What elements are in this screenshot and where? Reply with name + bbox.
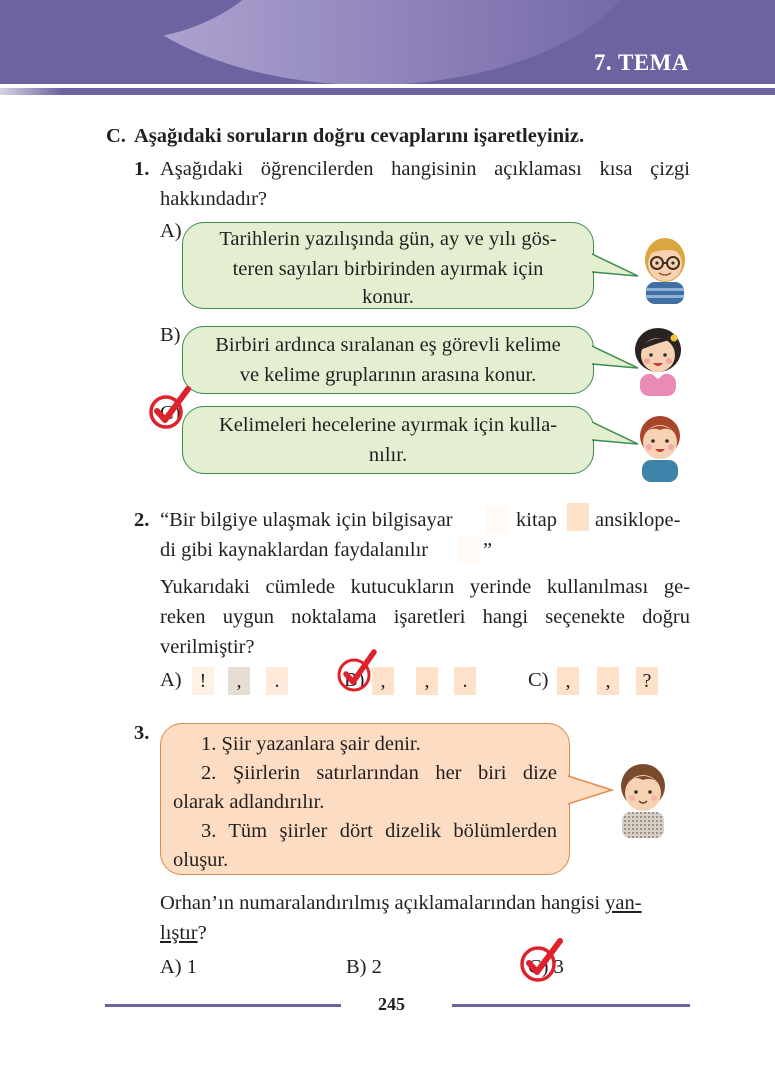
girl-avatar: [630, 324, 686, 396]
q3-option-c[interactable]: C) 3: [528, 956, 564, 978]
q3-question-text: Orhan’ın numaralandırılmış açıklamalarından hangisi: [160, 892, 606, 914]
q2-option-c-label[interactable]: C): [528, 669, 549, 691]
q3-statement-3-line1: 3. Tüm şiirler dört dizelik bölümlerden: [201, 820, 557, 842]
q1-option-c-line1: Kelimeleri hecelerine ayırmak için kulla-: [218, 414, 558, 436]
q2-option-b-mark-2: ,: [416, 667, 438, 695]
answer-check-mark-icon: [146, 386, 194, 432]
q1-option-c-label[interactable]: C): [160, 402, 181, 424]
q2-quote-part2: kitap: [516, 509, 557, 531]
q2-option-b-label[interactable]: B): [344, 669, 365, 691]
q2-blank-box-2: [567, 503, 589, 531]
theme-title: 7. TEMA: [593, 50, 689, 75]
question-1-text-line1: Aşağıdaki öğrencilerden hangisinin açıklaması kısa çizgi: [160, 158, 690, 180]
boy-checkered-shirt-avatar: [616, 760, 670, 838]
q3-statements-speech-bubble: [160, 723, 570, 875]
q3-question-line1: [160, 888, 690, 918]
q2-question-line3: verilmiştir?: [160, 636, 255, 658]
q2-quote-close: ”: [483, 539, 493, 561]
question-1-number: 1.: [134, 158, 150, 180]
q1-option-c-speech-bubble[interactable]: [182, 406, 594, 474]
red-haired-boy-avatar: [634, 410, 686, 482]
q1-option-a-line2: teren sayıları birbirinden ayırmak için: [232, 258, 544, 280]
q2-option-a-mark-2: ,: [228, 667, 250, 695]
q3-statement-2-line1: 2. Şiirlerin satırlarından her biri dize: [201, 762, 557, 784]
page-number: 245: [378, 994, 405, 1014]
q2-question-line1: Yukarıdaki cümlede kutucukların yerinde kullanılması ge-: [160, 576, 690, 598]
footer-divider-right: [452, 1004, 690, 1007]
q1-option-a-line1: Tarihlerin yazılışında gün, ay ve yılı gös-: [219, 228, 557, 250]
question-3-number: 3.: [134, 722, 150, 744]
bubble-tail-icon: [592, 252, 640, 282]
boy-with-glasses-avatar: [640, 232, 690, 304]
section-instruction: Aşağıdaki soruların doğru cevaplarını işaretleyiniz.: [134, 125, 585, 147]
q2-option-c-mark-1: ,: [557, 667, 579, 695]
q2-option-b-mark-3: .: [454, 667, 476, 695]
section-letter: C.: [106, 125, 126, 147]
q2-blank-box-1: [486, 506, 508, 534]
q3-question-line2: [160, 918, 207, 948]
q1-option-c-line2: nılır.: [368, 444, 408, 466]
answer-check-mark-icon: [336, 648, 380, 694]
q3-option-b[interactable]: B) 2: [346, 956, 382, 978]
q3-statement-2-line2: olarak adlandırılır.: [173, 791, 325, 813]
question-1-text-line2: hakkındadır?: [160, 188, 268, 210]
q2-option-b-mark-1: ,: [372, 667, 394, 695]
q2-quote-part3: ansiklope-: [595, 509, 681, 531]
q3-question-underlined: yan-: [605, 892, 642, 914]
bubble-tail-icon: [568, 774, 614, 808]
q2-option-c-mark-3: ?: [636, 667, 658, 695]
q2-option-a-mark-1: !: [192, 667, 214, 695]
answer-check-mark-icon: [518, 938, 564, 984]
q1-option-b-line2: ve kelime gruplarının arasına konur.: [239, 364, 537, 386]
question-2-number: 2.: [134, 509, 150, 531]
page-header-banner: [0, 0, 775, 84]
header-divider-line: [0, 88, 775, 95]
q2-quote-part1: “Bir bilgiye ulaşmak için bilgisayar: [160, 509, 453, 531]
q3-statement-3-line2: oluşur.: [173, 849, 229, 871]
q2-blank-box-3: [458, 536, 480, 564]
q2-option-c-mark-2: ,: [597, 667, 619, 695]
q1-option-a-speech-bubble[interactable]: [182, 222, 594, 309]
footer-divider-left: [105, 1004, 341, 1007]
q2-option-a-mark-3: .: [266, 667, 288, 695]
q1-option-b-line1: Birbiri ardınca sıralanan eş görevli kelime: [215, 334, 561, 356]
q1-option-b-label[interactable]: B): [160, 324, 181, 346]
q1-option-b-speech-bubble[interactable]: [182, 326, 594, 394]
q2-question-line2: reken uygun noktalama işaretleri hangi seçenekte doğru: [160, 606, 690, 628]
q2-option-a-label[interactable]: A): [160, 669, 182, 691]
bubble-tail-icon: [592, 420, 640, 450]
q3-question-mark: ?: [197, 922, 207, 944]
q3-question-underlined-2: lıştır: [160, 922, 198, 944]
q2-quote-line2: di gibi kaynaklardan faydalanılır: [160, 539, 429, 561]
q3-option-a[interactable]: A) 1: [160, 956, 198, 978]
q1-option-a-line3: konur.: [362, 286, 414, 308]
q3-statement-1: 1. Şiir yazanlara şair denir.: [201, 733, 421, 755]
q1-option-a-label[interactable]: A): [160, 220, 182, 242]
